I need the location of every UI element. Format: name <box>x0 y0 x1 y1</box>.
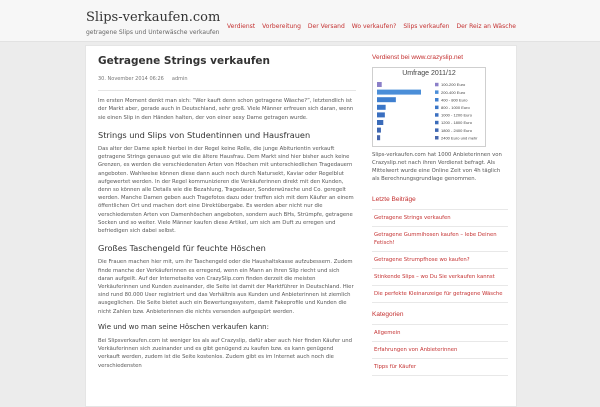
earnings-chart <box>372 67 486 147</box>
post-divider <box>98 90 356 91</box>
nav-item-versand[interactable]: Der Versand <box>307 23 345 30</box>
chart-bar <box>377 82 382 87</box>
nav-item-slips-verkaufen[interactable]: Slips verkaufen <box>403 23 450 30</box>
post-paragraph-4: Bei Slipsverkaufen.com ist weniger los als auf Crazyslip, dafür aber auch hier finden Käufer und Verkäuferinnen sich zueinander und es gibt genügend zu kaufen bzw. es kann genügend verkauft werden, zudem ist die Seite kostenlos. Zudem gibt es im Internet auch noch die verschiedensten <box>98 338 352 369</box>
nav-item-wo-verkaufen[interactable]: Wo verkaufen? <box>351 23 397 30</box>
recent-post-item[interactable]: Stinkende Slips – wo Du Sie verkaufen kannst <box>372 268 508 285</box>
legend-swatch <box>435 90 439 94</box>
chart-title: Umfrage 2011/12 <box>402 70 456 77</box>
recent-post-item[interactable]: Getragene Strings verkaufen <box>372 209 508 226</box>
legend-swatch <box>435 128 439 132</box>
recent-posts-list <box>372 209 508 303</box>
legend-swatch <box>435 113 439 117</box>
recent-post-item[interactable]: Die perfekte Kleinanzeige für getragene Wäsche <box>372 285 508 303</box>
legend-swatch <box>435 121 439 125</box>
legend-label: 1800 - 2400 Euro <box>441 127 472 133</box>
site-header <box>0 0 600 42</box>
sidebar <box>372 54 508 376</box>
legend-label: 800 - 1000 Euro <box>441 105 470 110</box>
site-description: getragene Slips und Unterwäsche verkaufen <box>86 29 220 36</box>
chart-bar <box>377 128 381 133</box>
categories-list <box>372 324 508 376</box>
post-paragraph-3: Die Frauen machen hier mit, um ihr Taschengeld oder die Haushaltskasse aufzubessern. Zudem finde manche der Verkäuferinnen es erregend, wenn ein Mann an ihren Slip riecht und sich daran aufgeilt. Auf der Internetseite von CrazySlip.com finden derzeit die meisten Verkäuferinnen und Kunden zueinander, die Seite ist damit der Marktführer in Deutschland. Hier sind rund 80.000 User registriert und das Verhältnis aus Kunden und Anbieterinnen ist ziemlich ausgeglichen. Die Seite bietet auch ein Bewertungssystem, damit Fakeprofile und Kunden die nicht Zahlen bzw. Anbieterinnen die nichts versenden aufgespürt werden. <box>98 259 354 315</box>
post-date[interactable]: 30. November 2014 06:26 <box>98 76 164 82</box>
chart-bar <box>377 135 380 140</box>
nav-item-vorbereitung[interactable]: Vorbereitung <box>262 23 301 30</box>
legend-label: 200-400 Euro <box>441 89 466 95</box>
chart-svg <box>373 68 485 146</box>
chart-bar <box>377 112 385 117</box>
legend-label: 1000 - 1200 Euro <box>441 112 472 118</box>
content-area <box>85 45 517 407</box>
category-item[interactable]: Erfahrungen von Anbieterinnen <box>372 341 508 358</box>
legend-swatch <box>435 136 439 140</box>
nav-item-reiz[interactable]: Der Reiz an Wäsche <box>456 23 516 30</box>
nav-item-verdienst[interactable]: Verdienst <box>227 23 256 30</box>
site-title[interactable]: Slips-verkaufen.com <box>86 10 221 25</box>
earnings-description: Slips-verkaufen.com hat 1000 Anbieterinnen von Crazyslip.net nach ihren Verdienst befragt. Als Mittelwert wurde eine Online Zeit von 4h täglich als Berechnungsgrundlage genommen. <box>372 152 502 182</box>
legend-label: 100-200 Euro <box>441 82 466 88</box>
legend-swatch <box>435 106 439 110</box>
chart-bar <box>377 105 386 110</box>
post-paragraph-2: Das alter der Dame spielt hierbei in der Regel keine Rolle, die junge Abiturientin verkauft getragene Strings genauso gut wie die ältere Hausfrau. Dem Markt sind hier bisher auch keine Grenzen, es werden die verschiedensten Arten von Höschen mit unterschiedlichen Tragedauern angeboten. Wahlweise können diese dann auch noch durch Natursekt, Kaviar oder Regelblut aufgewertet werden. In der Regel kommunizieren die Verkäuferinnen direkt mit den Kunden, denn so können alle Details wie die Bezahlung, Tragedauer, Sonderwünsche und Co. geregelt werden. Manche Damen geben auch Tragefotos dazu oder treffen sich mit dem Käufer an einem öffentlichen Ort und machen dort eine Direktübergabe. Es werden aber nicht nur die verschiedensten Arten von Damenhöschen angeboten, sondern auch BHs, Strümpfe, getragene Socken und so weiter. Viele Männer kaufen diese Artikel, um sich am Duft zu erregen und befriedigen sich dabei selbst. <box>98 146 354 235</box>
legend-swatch <box>435 98 439 102</box>
category-item[interactable]: Tipps für Käufer <box>372 358 508 376</box>
post-article <box>98 54 356 376</box>
recent-post-item[interactable]: Getragene Gummihosen kaufen – lebe Deinen Fetisch! <box>372 226 508 251</box>
post-author[interactable]: admin <box>171 76 188 82</box>
legend-label: 400 - 800 Euro <box>441 97 468 103</box>
recent-posts-title: Letzte Beiträge <box>372 196 416 203</box>
main-nav <box>227 23 516 30</box>
legend-label: 2400 Euro und mehr <box>441 135 478 141</box>
legend-swatch <box>435 83 439 87</box>
post-intro: Im ersten Moment denkt man sich: “Wer kauft denn schon getragene Wäsche?”, letztendlich ist der Markt aber, gerade auch in Deutschland, sehr groß. Viele Männer erfreuen sich daran, wenn sie einen Slip in den Händen halten, der von einer sexy Dame getragen wurde. <box>98 98 354 121</box>
recent-post-item[interactable]: Getragene Strumpfhose wo kaufen? <box>372 251 508 268</box>
chart-bar <box>377 97 396 102</box>
categories-title: Kategorien <box>372 311 404 318</box>
chart-bar <box>377 90 421 95</box>
chart-bar <box>377 120 383 125</box>
post-title[interactable]: Getragene Strings verkaufen <box>98 55 271 67</box>
legend-label: 1200 - 1800 Euro <box>441 120 472 126</box>
post-meta <box>98 75 356 83</box>
post-heading-wie-wo: Wie und wo man seine Höschen verkaufen kann: <box>98 322 269 331</box>
post-heading-taschengeld: Großes Taschengeld für feuchte Höschen <box>98 243 266 254</box>
category-item[interactable]: Allgemein <box>372 324 508 341</box>
earnings-widget-title: Verdienst bei www.crazyslip.net <box>372 54 464 61</box>
post-heading-studentinnen: Strings und Slips von Studentinnen und Hausfrauen <box>98 129 311 140</box>
